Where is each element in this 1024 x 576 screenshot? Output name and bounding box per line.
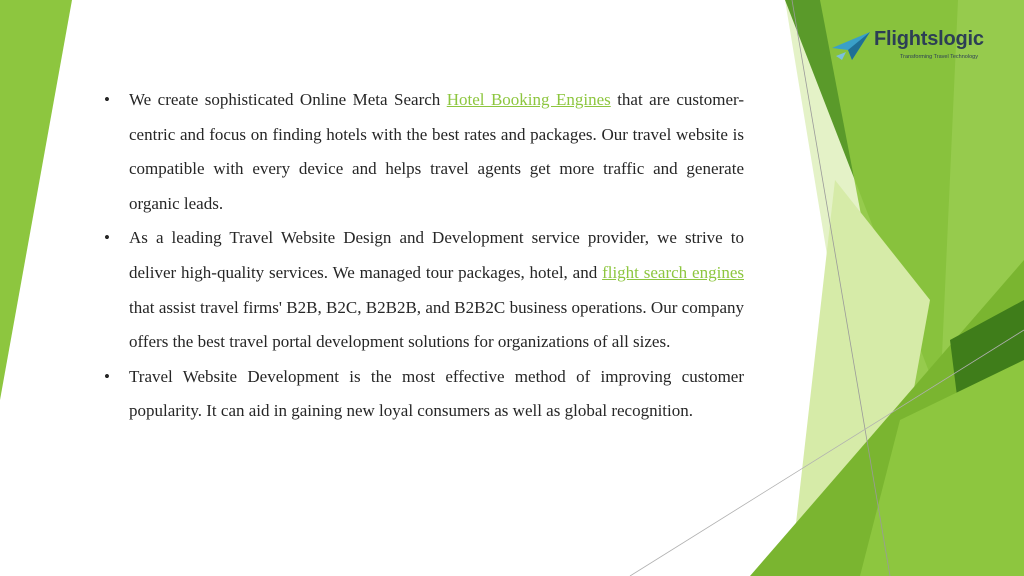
- bullet-3-text: Travel Website Development is the most effective method of improving customer popularity. It can aid in gaining new loyal consumers as well as global recognition.: [129, 366, 744, 421]
- slide-content: [104, 83, 744, 429]
- bullet-1-text-before: We create sophisticated Online Meta Search: [129, 90, 447, 109]
- bullet-2-text-after: that assist travel firms' B2B, B2C, B2B2B, and B2B2C business operations. Our company offers the best travel portal development solutions for organizations of all sizes.: [129, 297, 744, 352]
- left-green-shape: [0, 0, 72, 400]
- bullet-glyph: •: [104, 90, 110, 109]
- brand-tagline: Transforming Travel Technology: [900, 54, 978, 60]
- hotel-booking-engines-link[interactable]: Hotel Booking Engines: [446, 90, 611, 109]
- bullet-glyph: •: [104, 228, 110, 248]
- bullet-item-2: [104, 221, 744, 359]
- bullet-glyph: •: [104, 366, 110, 386]
- paper-plane-icon: [832, 30, 872, 62]
- bullet-1-text-after: that are customer-centric and focus on finding hotels with the best rates and packages. Our travel website is compatible with every device and helps travel agents get more traffic and generate organic leads.: [129, 90, 744, 213]
- flight-search-engines-link[interactable]: flight search engines: [602, 262, 744, 282]
- brand-name: Flightslogic: [874, 28, 984, 50]
- bullet-2-text-before: As a leading Travel Website Design and Development service provider, we strive to deliver high-quality services. We managed tour packages, hotel, and: [129, 228, 744, 282]
- bullet-item-1: [104, 83, 744, 221]
- bullet-list: [104, 83, 744, 429]
- bullet-item-3: [104, 360, 744, 429]
- brand-logo: [832, 28, 992, 64]
